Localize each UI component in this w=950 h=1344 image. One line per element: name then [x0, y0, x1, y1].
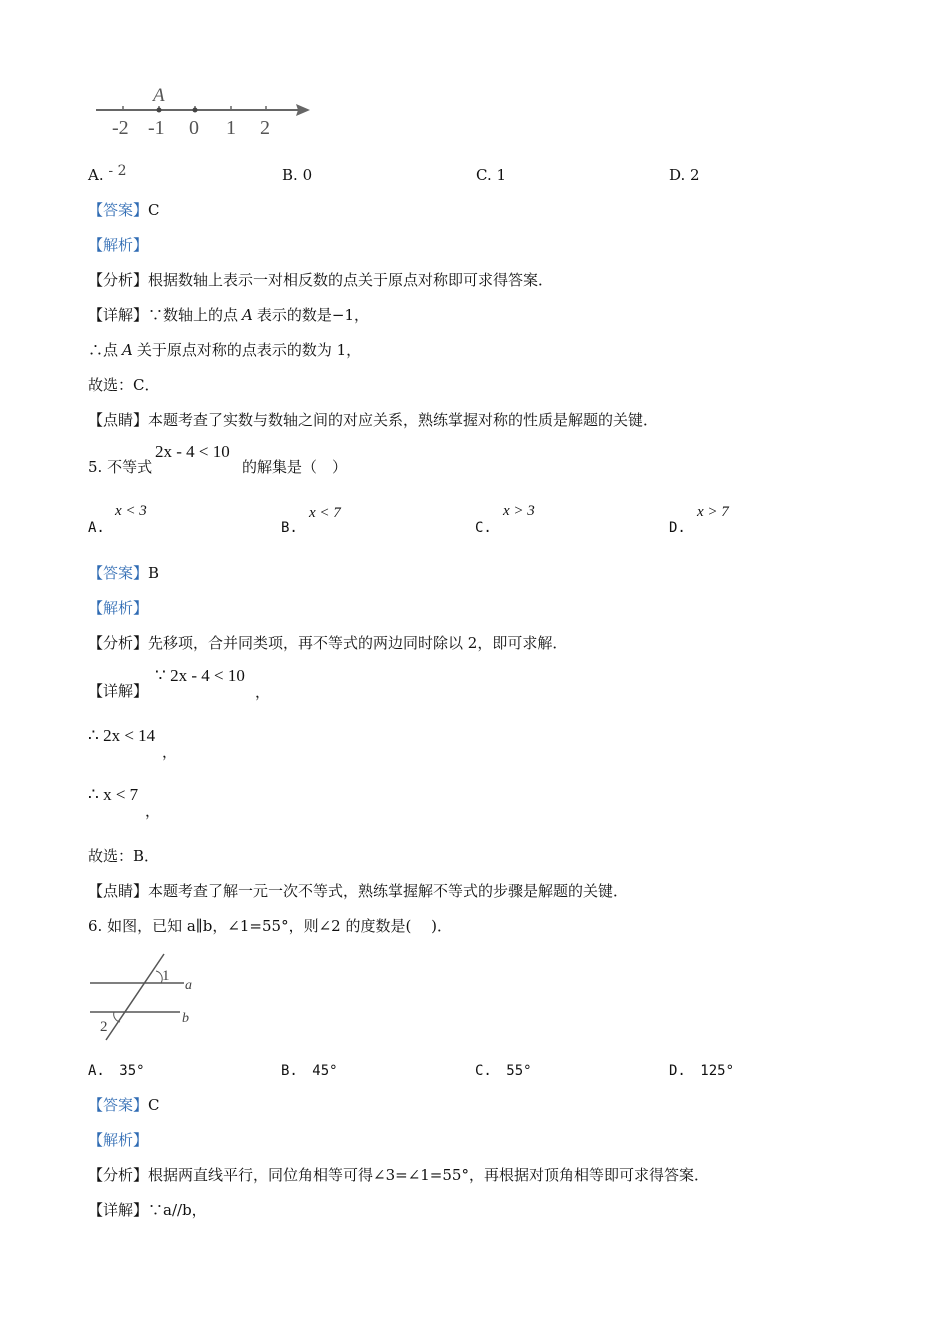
q6-option-a [88, 1063, 145, 1079]
q5-xiangjie-comma: ， [255, 683, 271, 701]
option-letter: B. [282, 166, 298, 184]
q4-option-a [88, 163, 127, 184]
answer-value: C [148, 1096, 160, 1114]
option-value: 1 [496, 166, 507, 184]
q5-stem-prefix: 5. 不等式 [88, 458, 153, 476]
answer-tag: 【答案】 [88, 1096, 149, 1114]
answer-value: B [148, 564, 160, 582]
q6-stem: 6. 如图，已知 a∥b，∠1=55°，则∠2 的度数是( )． [88, 917, 452, 935]
q5-option-d-letter: D. [669, 520, 686, 536]
q5-choose: 故选：B． [88, 847, 160, 865]
fenxi-text: 根据两直线平行，同位角相等可得∠3=∠1=55°，再根据对顶角相等即可求得答案． [148, 1166, 709, 1184]
option-value: 125° [700, 1063, 735, 1079]
parallel-lines-figure [86, 950, 206, 1045]
q5-option-b-value: x < 7 [309, 505, 341, 521]
option-letter: C. [476, 166, 492, 184]
option-value: 55° [506, 1063, 532, 1079]
option-value: - 2 [108, 163, 127, 179]
q5-option-d-value: x > 7 [697, 504, 729, 520]
q5-answer [88, 563, 159, 583]
answer-tag: 【答案】 [88, 201, 149, 219]
option-letter: D. [669, 1063, 686, 1079]
q4-option-b [282, 166, 312, 184]
q5-step1-math: ∴ 2x < 14 [88, 726, 156, 745]
xiangjie-text: ∵a//b， [148, 1201, 207, 1219]
q5-xiangjie-math: ∵ 2x - 4 < 10 [155, 666, 245, 685]
q5-step2-math: ∴ x < 7 [88, 785, 139, 804]
q5-step1-comma: ， [162, 743, 178, 761]
q6-xiangjie [88, 1200, 207, 1220]
angle-1-label: 1 [162, 968, 170, 984]
q6-answer [88, 1095, 160, 1115]
line-a-label: a [185, 978, 192, 993]
tick-label-1: 1 [226, 117, 236, 139]
dianjing-tag: 【点睛】 [88, 411, 149, 429]
q5-dianjing [88, 881, 628, 901]
step-text-2: 关于原点对称的点表示的数为 1， [136, 341, 362, 359]
analysis-tag: 【解析】 [88, 599, 149, 617]
point-a: A [122, 341, 133, 359]
fenxi-tag: 【分析】 [88, 1166, 149, 1184]
answer-value: C [148, 201, 160, 219]
q5-analysis-heading [88, 598, 148, 618]
xiangjie-text-1: ∵数轴上的点 [148, 306, 239, 324]
q6-option-c [475, 1063, 532, 1079]
tick-label-2: 2 [260, 117, 270, 139]
line-b-label: b [182, 1011, 189, 1026]
q5-option-b-letter: B. [281, 520, 298, 536]
dianjing-text: 本题考查了实数与数轴之间的对应关系，熟练掌握对称的性质是解题的关键． [148, 411, 659, 429]
fenxi-tag: 【分析】 [88, 271, 149, 289]
q5-xiangjie-tag: 【详解】 [88, 682, 149, 700]
answer-tag: 【答案】 [88, 564, 149, 582]
fenxi-tag: 【分析】 [88, 634, 149, 652]
option-value: 2 [690, 166, 700, 184]
q4-step [88, 340, 361, 360]
tick-label-0: 0 [189, 117, 199, 139]
number-line-figure [92, 84, 317, 140]
xiangjie-tag: 【详解】 [88, 1201, 149, 1219]
q4-answer [88, 200, 160, 220]
q4-choose: 故选：C． [88, 376, 160, 394]
option-letter: A. [88, 1063, 105, 1079]
dianjing-text: 本题考查了解一元一次不等式，熟练掌握解不等式的步骤是解题的关键． [148, 882, 629, 900]
q4-fenxi [88, 270, 553, 290]
fenxi-text: 先移项，合并同类项，再不等式的两边同时除以 2，即可求解． [148, 634, 568, 652]
q4-dianjing [88, 410, 658, 430]
q4-analysis-heading [88, 235, 148, 255]
q6-option-d [669, 1063, 734, 1079]
q5-option-a-value: x < 3 [115, 503, 147, 519]
xiangjie-text-2: 表示的数是−1， [256, 306, 369, 324]
q5-fenxi [88, 633, 567, 653]
option-letter: A. [88, 166, 104, 184]
q5-stem-suffix: 的解集是（ ） [242, 458, 348, 476]
tick-label-neg1: -1 [148, 117, 165, 139]
q6-option-b [281, 1063, 338, 1079]
q5-option-a-letter: A. [88, 520, 105, 536]
angle-2-label: 2 [100, 1019, 108, 1035]
q4-xiangjie [88, 305, 369, 325]
step-text-1: ∴点 [88, 341, 119, 359]
q4-option-c [476, 166, 506, 184]
point-a-label: A [153, 85, 165, 106]
point-a: A [242, 306, 253, 324]
option-letter: C. [475, 1063, 492, 1079]
option-value: 0 [302, 166, 313, 184]
q5-step2-comma: ， [145, 802, 161, 820]
q4-option-d [669, 166, 700, 184]
q6-fenxi [88, 1165, 709, 1185]
option-value: 45° [312, 1063, 338, 1079]
analysis-tag: 【解析】 [88, 236, 149, 254]
option-letter: D. [669, 166, 686, 184]
analysis-tag: 【解析】 [88, 1131, 149, 1149]
q5-stem-math: 2x - 4 < 10 [155, 442, 230, 461]
option-value: 35° [119, 1063, 145, 1079]
q5-option-c-letter: C. [475, 520, 492, 536]
tick-label-neg2: -2 [112, 117, 129, 139]
option-letter: B. [281, 1063, 298, 1079]
q5-option-c-value: x > 3 [503, 503, 535, 519]
q6-analysis-heading [88, 1130, 148, 1150]
fenxi-text: 根据数轴上表示一对相反数的点关于原点对称即可求得答案． [148, 271, 554, 289]
xiangjie-tag: 【详解】 [88, 306, 149, 324]
dianjing-tag: 【点睛】 [88, 882, 149, 900]
